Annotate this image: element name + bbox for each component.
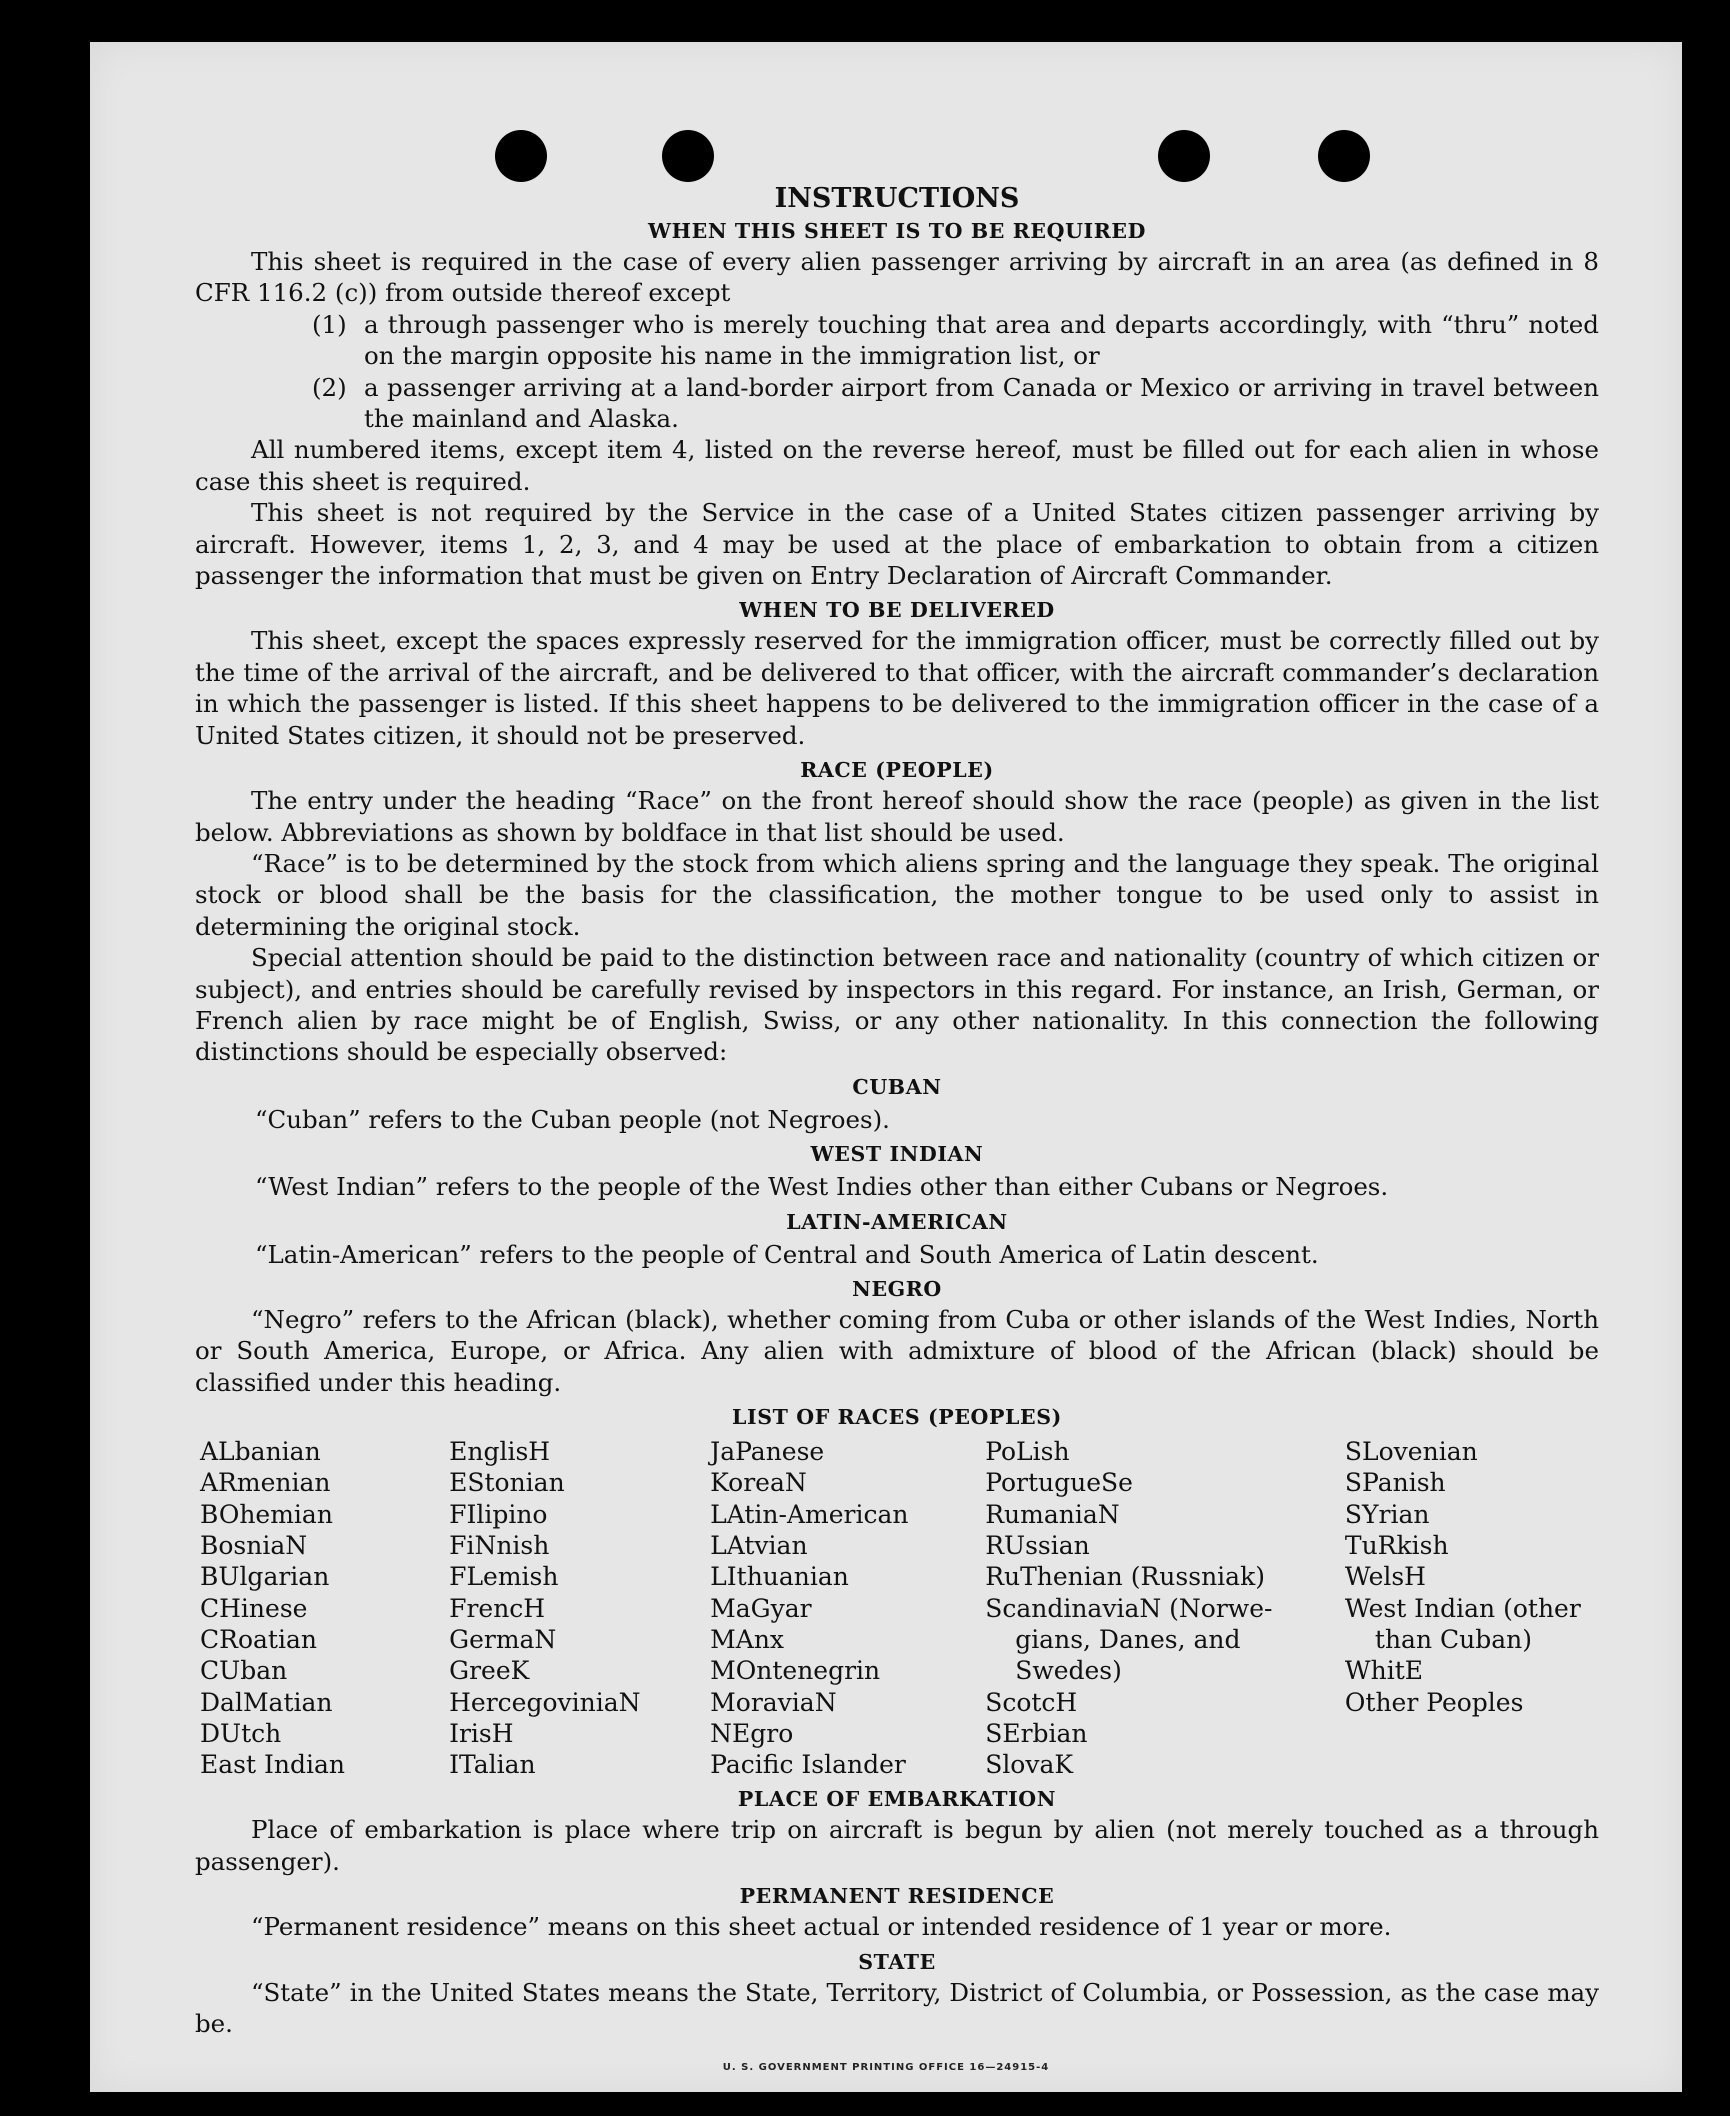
- race-item: GreeK: [449, 1656, 530, 1686]
- race-item: ALbanian: [200, 1437, 321, 1467]
- race-item: RUssian: [985, 1531, 1090, 1561]
- races-column: [1345, 1436, 1599, 1780]
- item-number: (1): [312, 309, 347, 339]
- race-item: WelsH: [1344, 1562, 1426, 1592]
- race-item: ScandinaviaN (Norwe-: [985, 1593, 1273, 1623]
- punch-hole: [495, 130, 547, 182]
- paragraph: This sheet is not required by the Service in the case of a United States citizen passenger arriving by aircraft. However, items 1, 2, 3, and 4 may be used at the place of embarkation to obtain from a citizen passenger the information that must be given on Entry Declaration of Aircraft Commander.: [195, 498, 1599, 591]
- paragraph: This sheet, except the spaces expressly reserved for the immigration officer, must be correctly filled out by the time of the arrival of the aircraft, and be delivered to that officer, with the aircraft commander’s declaration in which the passenger is listed. If this sheet happens to be delivered to the immigration officer in the case of a United States citizen, it should not be preserved.: [195, 626, 1599, 750]
- race-item: SYrian: [1344, 1499, 1430, 1529]
- race-item: EStonian: [449, 1468, 565, 1498]
- definition-text: “Negro” refers to the African (black), whether coming from Cuba or other islands of the West Indies, North or South America, Europe, or Africa. Any alien with admixture of blood of the African (black) should be classified under this heading.: [195, 1304, 1599, 1397]
- race-item: East Indian: [200, 1750, 345, 1780]
- definition-text: “State” in the United States means the State, Territory, District of Columbia, or Possession, as the case may be.: [195, 1977, 1599, 2039]
- race-item: RumaniaN: [985, 1499, 1120, 1529]
- race-item: FIlipino: [449, 1499, 548, 1529]
- paragraph: This sheet is required in the case of every alien passenger arriving by aircraft in an area (as defined in 8 CFR 116.2 (c)) from outside thereof except: [195, 247, 1599, 308]
- definition-text: Place of embarkation is place where trip on aircraft is begun by alien (not merely touched as a through passenger).: [195, 1815, 1599, 1876]
- printer-imprint: U. S. GOVERNMENT PRINTING OFFICE 16—24915-4: [722, 2062, 1050, 2073]
- punch-hole: [662, 130, 714, 182]
- paragraph: The entry under the heading “Race” on the front hereof should show the race (people) as given in the list below. Abbreviations as shown by boldface in that list should be used.: [195, 786, 1599, 847]
- item-text: a through passenger who is merely touching that area and departs accordingly, with “thru” noted on the margin opposite his name in the immigration list, or: [364, 309, 1599, 371]
- race-item: KoreaN: [710, 1468, 807, 1498]
- section-heading-races-list: LIST OF RACES (PEOPLES): [732, 1405, 1062, 1430]
- race-item: TuRkish: [1344, 1531, 1449, 1561]
- race-item: BUlgarian: [200, 1562, 330, 1592]
- race-item: PoLish: [985, 1437, 1070, 1467]
- race-item: Pacific Islander: [710, 1750, 906, 1780]
- race-item: ScotcH: [985, 1687, 1078, 1717]
- races-column: [985, 1436, 1345, 1780]
- race-item: EnglisH: [449, 1437, 551, 1467]
- numbered-item: [312, 372, 1599, 435]
- race-item: PortugueSe: [985, 1468, 1133, 1498]
- document-sheet: [90, 42, 1682, 2092]
- race-item: NEgro: [710, 1718, 794, 1748]
- punch-hole: [1158, 130, 1210, 182]
- race-item: CRoatian: [200, 1624, 317, 1654]
- race-item: FLemish: [449, 1562, 559, 1592]
- race-item: WhitE: [1344, 1656, 1423, 1686]
- race-item: DalMatian: [200, 1687, 333, 1717]
- paragraph: Special attention should be paid to the distinction between race and nationality (country of which citizen or subject), and entries should be carefully revised by inspectors in this regard. For instance, an Irish, German, or French alien by race might be of English, Swiss, or any other nationality. In this connection the following distinctions should be especially observed:: [195, 943, 1599, 1067]
- race-item: LAtin-American: [710, 1499, 909, 1529]
- race-item: FiNnish: [449, 1531, 550, 1561]
- race-item: gians, Danes, and: [1015, 1624, 1241, 1654]
- race-item: ARmenian: [200, 1468, 331, 1498]
- section-heading-negro: NEGRO: [852, 1276, 942, 1301]
- definition-text: “Cuban” refers to the Cuban people (not Negroes).: [255, 1104, 890, 1134]
- section-heading-required: WHEN THIS SHEET IS TO BE REQUIRED: [648, 219, 1146, 243]
- item-text: a passenger arriving at a land-border airport from Canada or Mexico or arriving in travel between the mainland and Alaska.: [364, 372, 1599, 434]
- race-item: MoraviaN: [710, 1687, 837, 1717]
- races-list: [195, 1436, 1599, 1780]
- numbered-item: [312, 309, 1599, 372]
- race-item: MAnx: [710, 1624, 785, 1654]
- race-item: SPanish: [1344, 1468, 1446, 1498]
- race-item: JaPanese: [710, 1437, 825, 1467]
- race-item: CUban: [200, 1656, 288, 1686]
- definition-text: “Latin-American” refers to the people of Central and South America of Latin descent.: [255, 1239, 1319, 1269]
- definition-text: “West Indian” refers to the people of the West Indies other than either Cubans or Negroes.: [255, 1172, 1389, 1202]
- race-item: MOntenegrin: [710, 1656, 881, 1686]
- section-heading-latin-american: LATIN-AMERICAN: [786, 1209, 1008, 1234]
- paragraph: All numbered items, except item 4, listed on the reverse hereof, must be filled out for each alien in whose case this sheet is required.: [195, 435, 1599, 496]
- race-item: FrencH: [449, 1593, 546, 1623]
- section-heading-west-indian: WEST INDIAN: [810, 1142, 984, 1167]
- race-item: MaGyar: [710, 1593, 812, 1623]
- race-item: West Indian (other: [1344, 1593, 1581, 1623]
- race-item: SLovenian: [1344, 1437, 1478, 1467]
- races-column: [710, 1436, 985, 1780]
- race-item: RuThenian (Russniak): [985, 1562, 1265, 1592]
- definition-text: “Permanent residence” means on this sheet actual or intended residence of 1 year or more.: [251, 1912, 1392, 1942]
- paragraph: “Race” is to be determined by the stock from which aliens spring and the language they speak. The original stock or blood shall be the basis for the classification, the mother tongue to be used only to assist in determining the original stock.: [195, 848, 1599, 941]
- section-heading-cuban: CUBAN: [852, 1074, 942, 1099]
- punch-hole: [1318, 130, 1370, 182]
- race-item: BOhemian: [200, 1499, 333, 1529]
- race-item: than Cuban): [1374, 1624, 1532, 1654]
- item-number: (2): [312, 372, 347, 402]
- race-item: ITalian: [449, 1750, 536, 1780]
- race-item: HercegoviniaN: [449, 1687, 641, 1717]
- document-content: [195, 182, 1599, 2039]
- section-heading-embarkation: PLACE OF EMBARKATION: [737, 1787, 1057, 1812]
- race-item: LIthuanian: [710, 1562, 849, 1592]
- races-column: [449, 1436, 710, 1780]
- race-item: GermaN: [449, 1624, 557, 1654]
- race-item: DUtch: [200, 1718, 282, 1748]
- race-item: Swedes): [1015, 1656, 1122, 1686]
- race-item: CHinese: [200, 1593, 308, 1623]
- race-item: LAtvian: [710, 1531, 808, 1561]
- race-item: IrisH: [449, 1718, 514, 1748]
- section-heading-residence: PERMANENT RESIDENCE: [739, 1884, 1055, 1909]
- race-item: SlovaK: [985, 1750, 1074, 1780]
- races-column: [200, 1436, 449, 1780]
- section-heading-race: RACE (PEOPLE): [800, 758, 994, 783]
- section-heading-state: STATE: [858, 1949, 936, 1974]
- page-title: INSTRUCTIONS: [774, 183, 1020, 214]
- race-item: Other Peoples: [1344, 1687, 1524, 1717]
- race-item: SErbian: [985, 1718, 1088, 1748]
- section-heading-delivered: WHEN TO BE DELIVERED: [739, 598, 1055, 623]
- race-item: BosniaN: [200, 1531, 308, 1561]
